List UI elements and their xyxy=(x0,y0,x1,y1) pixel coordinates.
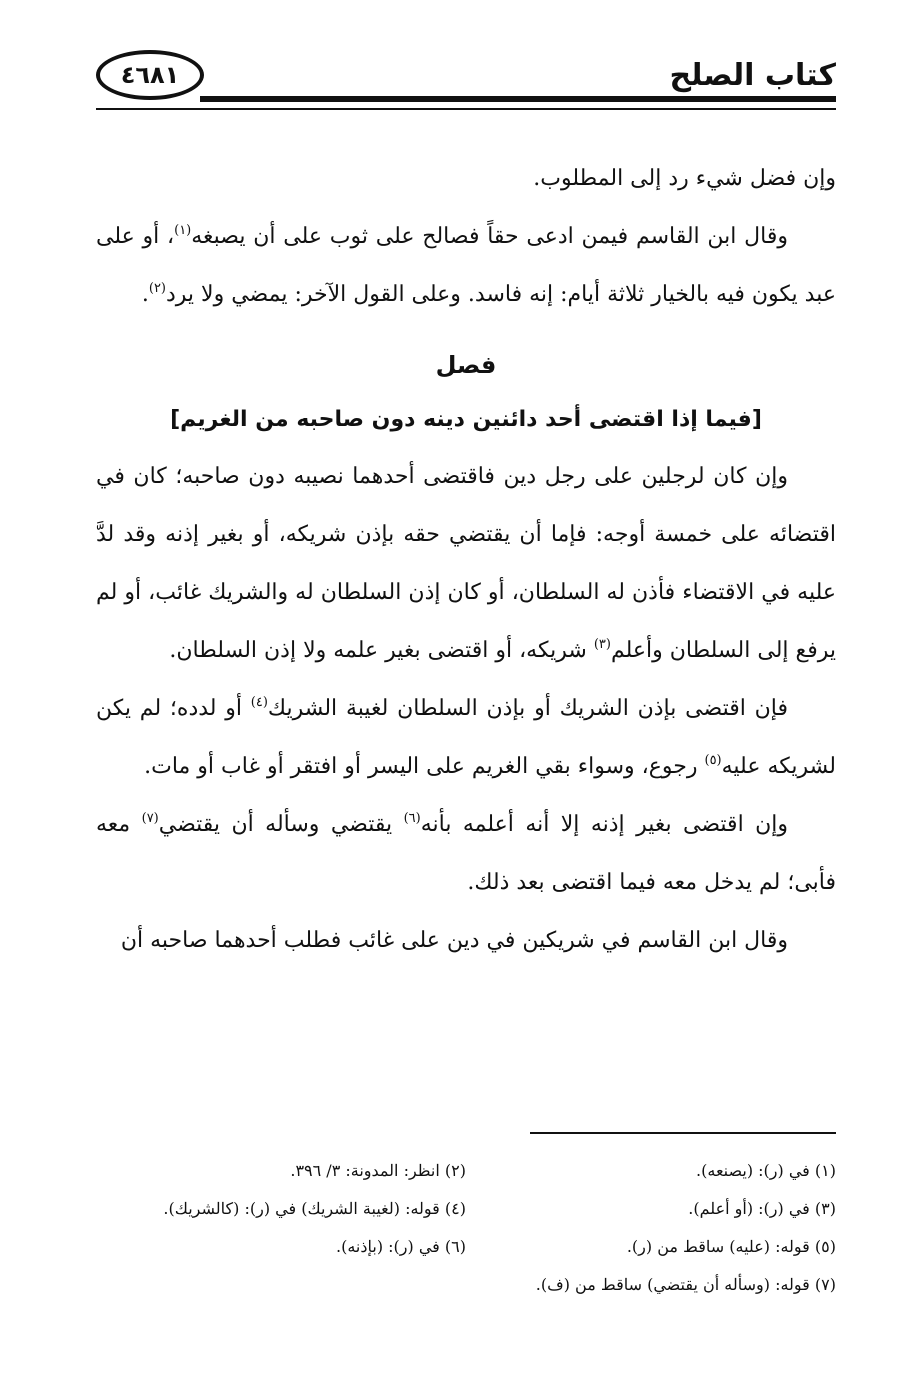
page-number-badge xyxy=(96,50,204,100)
body-text xyxy=(96,150,836,970)
running-title: كتاب الصلح xyxy=(669,58,836,93)
footnote-3: (٣) في (ر): (أو أعلم). xyxy=(688,1199,836,1218)
footnote-ref-5: (٥) xyxy=(704,753,722,768)
footnote-1: (١) في (ر): (يصنعه). xyxy=(696,1161,836,1180)
paragraph-4-text-b: أو لدده؛ لم يكن لشريكه عليه xyxy=(96,696,836,779)
paragraph-3-text-a: وإن كان لرجلين على رجل دين فاقتضى أحدهما نصيبه دون صاحبه؛ كان في اقتضائه على خمسة أوجه: فإما أن يقتضي حقه بإذن شريكه، أو بغير إذنه وقد لدَّ عليه في الاقتضاء فأذن له السلطان، أو كان إذن السلطان له والشريك غائب، أو لم يرفع إلى السلطان وأعلم xyxy=(96,464,836,663)
paragraph-2 xyxy=(96,208,836,324)
footnotes xyxy=(96,1152,836,1304)
footnote-ref-4: (٤) xyxy=(250,695,268,710)
section-title: فصل xyxy=(435,351,497,379)
paragraph-5-text-b: يقتضي وسأله أن يقتضي xyxy=(158,812,404,837)
paragraph-5 xyxy=(96,796,836,912)
paragraph-2-text-b: ، أو على عبد يكون فيه بالخيار ثلاثة أيام: إنه فاسد. وعلى القول الآخر: يمضي ولا يرد xyxy=(96,224,836,307)
footnote-ref-2: (٢) xyxy=(148,281,166,296)
footnote-row xyxy=(96,1228,836,1266)
header-rule-thick xyxy=(200,96,836,102)
section-subtitle: [فيما إذا اقتضى أحد دائنين دينه دون صاحبه من الغريم] xyxy=(170,407,762,432)
header-rule-thin xyxy=(96,108,836,110)
footnote-ref-1: (١) xyxy=(174,223,192,238)
paragraph-6-text: وقال ابن القاسم في شريكين في دين على غائب فطلب أحدهما صاحبه أن xyxy=(120,928,788,953)
footnote-4: (٤) قوله: (لغيبة الشريك) في (ر): (كالشريك). xyxy=(163,1199,466,1218)
paragraph-1 xyxy=(96,150,836,208)
paragraph-6 xyxy=(96,912,836,970)
paragraph-3 xyxy=(96,448,836,680)
footnote-6: (٦) في (ر): (بإذنه). xyxy=(336,1237,466,1256)
paragraph-4-text-c: رجوع، وسواء بقي الغريم على اليسر أو افتقر أو غاب أو مات. xyxy=(144,754,705,779)
footnote-5: (٥) قوله: (عليه) ساقط من (ر). xyxy=(626,1237,836,1256)
paragraph-3-text-b: شريكه، أو اقتضى بغير علمه ولا إذن السلطان. xyxy=(169,638,594,663)
footnote-ref-7: (٧) xyxy=(141,811,159,826)
paragraph-2-text-a: وقال ابن القاسم فيمن ادعى حقاً فصالح على ثوب على أن يصبغه xyxy=(191,224,788,249)
footnote-2: (٢) انظر: المدونة: ٣/ ٣٩٦. xyxy=(290,1161,466,1180)
footnote-ref-6: (٦) xyxy=(403,811,421,826)
paragraph-5-text-a: وإن اقتضى بغير إذنه إلا أنه أعلمه بأنه xyxy=(420,812,788,837)
page-number: ٤٦٨١ xyxy=(120,61,180,89)
footnote-row xyxy=(96,1190,836,1228)
footnote-row xyxy=(96,1266,836,1304)
page-header xyxy=(0,0,920,120)
paragraph-1-text: وإن فضل شيء رد إلى المطلوب. xyxy=(533,166,836,191)
footnote-row xyxy=(96,1152,836,1190)
paragraph-4-text-a: فإن اقتضى بإذن الشريك أو بإذن السلطان لغيبة الشريك xyxy=(267,696,788,721)
footnote-ref-3: (٣) xyxy=(593,637,611,652)
paragraph-2-end: . xyxy=(141,282,149,307)
footnote-7: (٧) قوله: (وسأله أن يقتضي) ساقط من (ف). xyxy=(535,1275,836,1294)
paragraph-4 xyxy=(96,680,836,796)
paragraph-5-text-c: معه فأبى؛ لم يدخل معه فيما اقتضى بعد ذلك. xyxy=(96,812,836,895)
footnote-separator xyxy=(530,1132,836,1134)
